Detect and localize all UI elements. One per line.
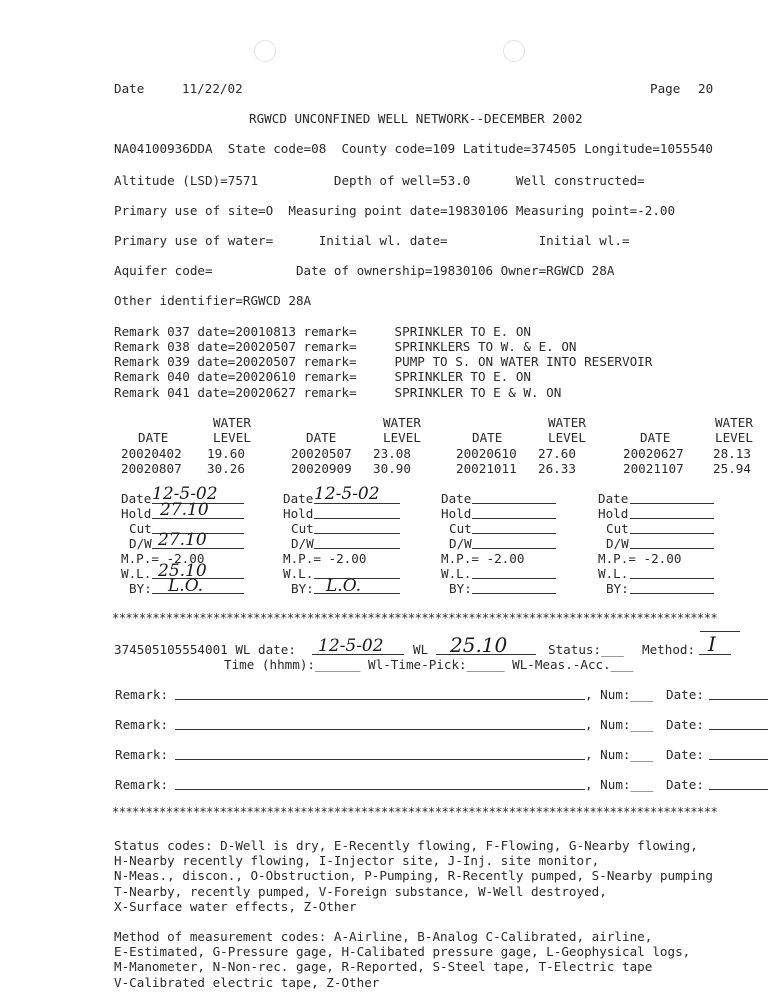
form-dw-label: D/W bbox=[606, 536, 629, 551]
level-date: 20021107 bbox=[623, 461, 684, 476]
level-date: 20021011 bbox=[456, 461, 517, 476]
header-page-label: Page bbox=[650, 81, 681, 96]
header-page-value: 20 bbox=[698, 81, 714, 96]
level-date: 20020507 bbox=[291, 446, 352, 461]
status-codes-line: T-Nearby, recently pumped, V-Foreign substance, W-Well destroyed, bbox=[114, 884, 607, 899]
level-value: 30.26 bbox=[207, 461, 245, 476]
remark-entry-date-line[interactable] bbox=[709, 759, 768, 760]
site-line-id: NA04100936DDA State code=08 County code=109 Latitude=374505 Longitude=1055540 bbox=[114, 141, 713, 156]
entry-wl-date-handwritten: 12-5-02 bbox=[318, 636, 384, 656]
col-header-level: LEVEL bbox=[715, 430, 753, 445]
remark-entry-num: , Num:___ bbox=[585, 777, 654, 792]
col-header-date: DATE bbox=[640, 430, 671, 445]
level-date: 20020402 bbox=[121, 446, 182, 461]
site-line-altitude: Altitude (LSD)=7571 Depth of well=53.0 Well constructed= bbox=[114, 173, 645, 188]
level-date: 20020610 bbox=[456, 446, 517, 461]
col-header-level: LEVEL bbox=[548, 430, 586, 445]
form-wl-label: W.L. bbox=[441, 566, 472, 581]
level-value: 30.90 bbox=[373, 461, 411, 476]
form-hold-label: Hold bbox=[121, 506, 152, 521]
form-date-handwritten: 12-5-02 bbox=[152, 484, 218, 504]
remark-entry-num: , Num:___ bbox=[585, 747, 654, 762]
status-codes-line: H-Nearby recently flowing, I-Injector site, J-Inj. site monitor, bbox=[114, 853, 600, 868]
form-dw-label: D/W bbox=[291, 536, 314, 551]
site-line-aquifer: Aquifer code= Date of ownership=19830106 Owner=RGWCD 28A bbox=[114, 263, 615, 278]
method-codes-line: M-Manometer, N-Non-rec. gage, R-Reported, S-Steel tape, T-Electric tape bbox=[114, 959, 653, 974]
remark-entry-line[interactable] bbox=[175, 729, 585, 730]
site-line-primary-use-water: Primary use of water= Initial wl. date= Initial wl.= bbox=[114, 233, 630, 248]
form-dw-line bbox=[472, 548, 556, 549]
remark-line: Remark 037 date=20010813 remark= SPRINKLER TO E. ON bbox=[114, 324, 532, 339]
method-codes-line: E-Estimated, G-Pressure gage, H-Calibated pressure gage, L-Geophysical logs, bbox=[114, 944, 691, 959]
site-line-primary-use-site: Primary use of site=O Measuring point date=19830106 Measuring point=-2.00 bbox=[114, 203, 676, 218]
col-header-level: LEVEL bbox=[213, 430, 251, 445]
col-header-date: DATE bbox=[306, 430, 337, 445]
remark-entry-row[interactable] bbox=[115, 717, 768, 733]
remark-entry-date: Date: bbox=[666, 777, 704, 792]
form-cut-label: Cut bbox=[129, 521, 152, 536]
remark-entry-row[interactable] bbox=[115, 777, 768, 793]
form-by-label: BY: bbox=[606, 581, 629, 596]
form-hold-handwritten: 27.10 bbox=[160, 500, 209, 520]
form-cut-label: Cut bbox=[449, 521, 472, 536]
page-title: RGWCD UNCONFINED WELL NETWORK--DECEMBER 2002 bbox=[249, 111, 583, 126]
remark-entry-date-line[interactable] bbox=[709, 789, 768, 790]
form-dw-line bbox=[630, 548, 714, 549]
form-cut-line bbox=[630, 533, 714, 534]
separator-stars-bottom: ****************************************************************************************** bbox=[112, 806, 718, 818]
col-header-water: WATER bbox=[383, 415, 421, 430]
form-wl-handwritten: 25.10 bbox=[158, 561, 207, 581]
form-mp-label: M.P.= -2.00 bbox=[283, 551, 367, 566]
form-date-handwritten: 12-5-02 bbox=[314, 484, 380, 504]
remark-entry-row[interactable] bbox=[115, 747, 768, 763]
remark-line: Remark 040 date=20020610 remark= SPRINKLER TO E. ON bbox=[114, 369, 532, 384]
separator-stars-top: ****************************************************************************************** bbox=[112, 612, 718, 624]
level-date: 20020909 bbox=[291, 461, 352, 476]
form-hold-label: Hold bbox=[283, 506, 314, 521]
form-by-label: BY: bbox=[129, 581, 152, 596]
form-cut-label: Cut bbox=[291, 521, 314, 536]
entry-status-label: Status:___ bbox=[548, 642, 624, 657]
col-header-date: DATE bbox=[472, 430, 503, 445]
level-value: 25.94 bbox=[713, 461, 751, 476]
remark-entry-row[interactable] bbox=[115, 687, 768, 703]
punch-hole-right bbox=[503, 40, 525, 62]
remark-entry-date-line[interactable] bbox=[709, 699, 768, 700]
status-codes-line: N-Meas., discon., O-Obstruction, P-Pumping, R-Recently pumped, S-Nearby pumping bbox=[114, 868, 713, 883]
status-codes-line: X-Surface water effects, Z-Other bbox=[114, 899, 357, 914]
remark-entry-label: Remark: bbox=[115, 717, 169, 732]
form-by-handwritten: L.O. bbox=[168, 576, 204, 596]
method-codes-line: V-Calibrated electric tape, Z-Other bbox=[114, 975, 380, 990]
form-mp-label: M.P.= -2.00 bbox=[598, 551, 682, 566]
form-dw-line bbox=[314, 548, 400, 549]
form-hold-line bbox=[630, 518, 714, 519]
form-date-label: Date bbox=[441, 491, 472, 506]
form-by-line bbox=[630, 593, 714, 594]
form-dw-label: D/W bbox=[129, 536, 152, 551]
form-mp-label: M.P.= -2.00 bbox=[121, 551, 205, 566]
col-header-water: WATER bbox=[715, 415, 753, 430]
level-value: 23.08 bbox=[373, 446, 411, 461]
form-cut-line bbox=[472, 533, 556, 534]
remark-entry-date-line[interactable] bbox=[709, 729, 768, 730]
col-header-water: WATER bbox=[213, 415, 251, 430]
remark-entry-num: , Num:___ bbox=[585, 687, 654, 702]
form-date-line bbox=[472, 503, 556, 504]
entry-method-handwritten: I bbox=[708, 632, 716, 656]
entry-wl-handwritten: 25.10 bbox=[450, 633, 508, 657]
level-value: 26.33 bbox=[538, 461, 576, 476]
col-header-level: LEVEL bbox=[383, 430, 421, 445]
form-hold-label: Hold bbox=[441, 506, 472, 521]
form-by-label: BY: bbox=[291, 581, 314, 596]
form-dw-label: D/W bbox=[449, 536, 472, 551]
form-wl-line bbox=[472, 578, 556, 579]
remark-line: Remark 041 date=20020627 remark= SPRINKLER TO E & W. ON bbox=[114, 385, 562, 400]
entry-method-overline bbox=[700, 631, 740, 632]
remark-entry-line[interactable] bbox=[175, 699, 585, 700]
remark-line: Remark 039 date=20020507 remark= PUMP TO S. ON WATER INTO RESERVOIR bbox=[114, 354, 653, 369]
header-date-label: Date bbox=[114, 81, 145, 96]
method-codes-line: Method of measurement codes: A-Airline, B-Analog C-Calibrated, airline, bbox=[114, 929, 653, 944]
col-header-water: WATER bbox=[548, 415, 586, 430]
remark-entry-date: Date: bbox=[666, 717, 704, 732]
entry-wl-label: WL bbox=[413, 642, 429, 657]
form-dw-handwritten: 27.10 bbox=[158, 530, 207, 550]
remark-entry-line[interactable] bbox=[175, 759, 585, 760]
entry-method-label: Method: bbox=[642, 642, 696, 657]
level-date: 20020627 bbox=[623, 446, 684, 461]
level-value: 27.60 bbox=[538, 446, 576, 461]
form-cut-line bbox=[314, 533, 400, 534]
form-hold-label: Hold bbox=[598, 506, 629, 521]
form-by-line bbox=[472, 593, 556, 594]
punch-hole-left bbox=[254, 40, 276, 62]
remark-entry-date: Date: bbox=[666, 747, 704, 762]
remark-entry-label: Remark: bbox=[115, 687, 169, 702]
form-cut-label: Cut bbox=[606, 521, 629, 536]
form-by-handwritten: L.O. bbox=[326, 576, 362, 596]
remark-entry-label: Remark: bbox=[115, 747, 169, 762]
form-date-label: Date bbox=[283, 491, 314, 506]
level-value: 19.60 bbox=[207, 446, 245, 461]
form-date-line bbox=[630, 503, 714, 504]
entry-time-line: Time (hhmm):______ Wl-Time-Pick:_____ WL-Meas.-Acc.___ bbox=[224, 657, 634, 672]
form-mp-label: M.P.= -2.00 bbox=[441, 551, 525, 566]
form-hold-line bbox=[472, 518, 556, 519]
remark-entry-date: Date: bbox=[666, 687, 704, 702]
form-wl-line bbox=[630, 578, 714, 579]
remark-entry-label: Remark: bbox=[115, 777, 169, 792]
form-date-label: Date bbox=[121, 491, 152, 506]
remark-entry-line[interactable] bbox=[175, 789, 585, 790]
status-codes-line: Status codes: D-Well is dry, E-Recently flowing, F-Flowing, G-Nearby flowing, bbox=[114, 838, 698, 853]
remark-line: Remark 038 date=20020507 remark= SPRINKLERS TO W. & E. ON bbox=[114, 339, 577, 354]
form-hold-line bbox=[314, 518, 400, 519]
site-line-other-identifier: Other identifier=RGWCD 28A bbox=[114, 293, 312, 308]
form-wl-label: W.L. bbox=[283, 566, 314, 581]
col-header-date: DATE bbox=[138, 430, 169, 445]
form-by-label: BY: bbox=[449, 581, 472, 596]
form-date-label: Date bbox=[598, 491, 629, 506]
remark-entry-num: , Num:___ bbox=[585, 717, 654, 732]
entry-well-id-label: 374505105554001 WL date: bbox=[114, 642, 296, 657]
level-value: 28.13 bbox=[713, 446, 751, 461]
level-date: 20020807 bbox=[121, 461, 182, 476]
header-date-value: 11/22/02 bbox=[182, 81, 243, 96]
form-wl-label: W.L. bbox=[121, 566, 152, 581]
form-wl-label: W.L. bbox=[598, 566, 629, 581]
